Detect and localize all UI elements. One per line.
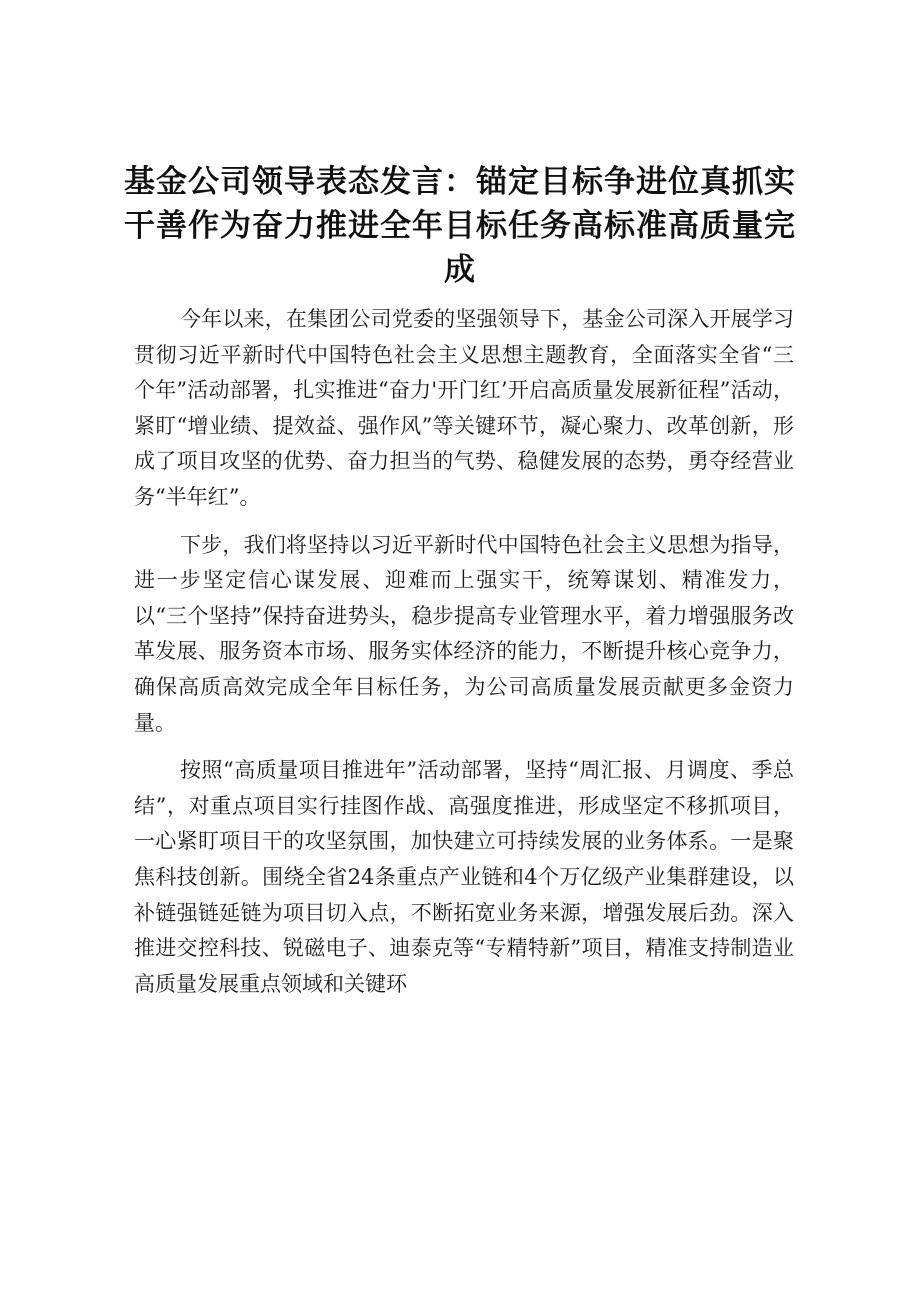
document-title: 基金公司领导表态发言：锚定目标争进位真抓实干善作为奋力推进全年目标任务高标准高质量完成: [124, 164, 796, 288]
paragraph-3: 按照“高质量项目推进年”活动部署，坚持“周汇报、月调度、季总结”，对重点项目实行挂图作战、高强度推进，形成坚定不移抓项目，一心紧盯项目干的攻坚氛围，加快建立可持续发展的业务体系。一是聚焦科技创新。围绕全省24条重点产业链和4个万亿级产业集群建设，以补链强链延链为项目切入点，不断拓宽业务来源，增强发展后劲。深入推进交控科技、锐磁电子、迪泰克等“专精特新”项目，精准支持制造业高质量发展重点领域和关键环: [134, 758, 794, 996]
document-body: [134, 302, 794, 1014]
paragraph-2: 下步，我们将坚持以习近平新时代中国特色社会主义思想为指导，进一步坚定信心谋发展、迎难而上强实干，统筹谋划、精准发力，以“三个坚持”保持奋进势头，稳步提高专业管理水平，着力增强服务改革发展、服务资本市场、服务实体经济的能力，不断提升核心竞争力，确保高质高效完成全年目标任务，为公司高质量发展贡献更多金资力量。: [134, 532, 794, 735]
paragraph-1: 今年以来，在集团公司党委的坚强领导下，基金公司深入开展学习贯彻习近平新时代中国特色社会主义思想主题教育，全面落实全省“三个年”活动部署，扎实推进“奋力'开门红’开启高质量发展新征程”活动，紧盯“增业绩、提效益、强作风”等关键环节，凝心聚力、改革创新，形成了项目攻坚的优势、奋力担当的气势、稳健发展的态势，勇夺经营业务“半年红”。: [134, 307, 794, 509]
